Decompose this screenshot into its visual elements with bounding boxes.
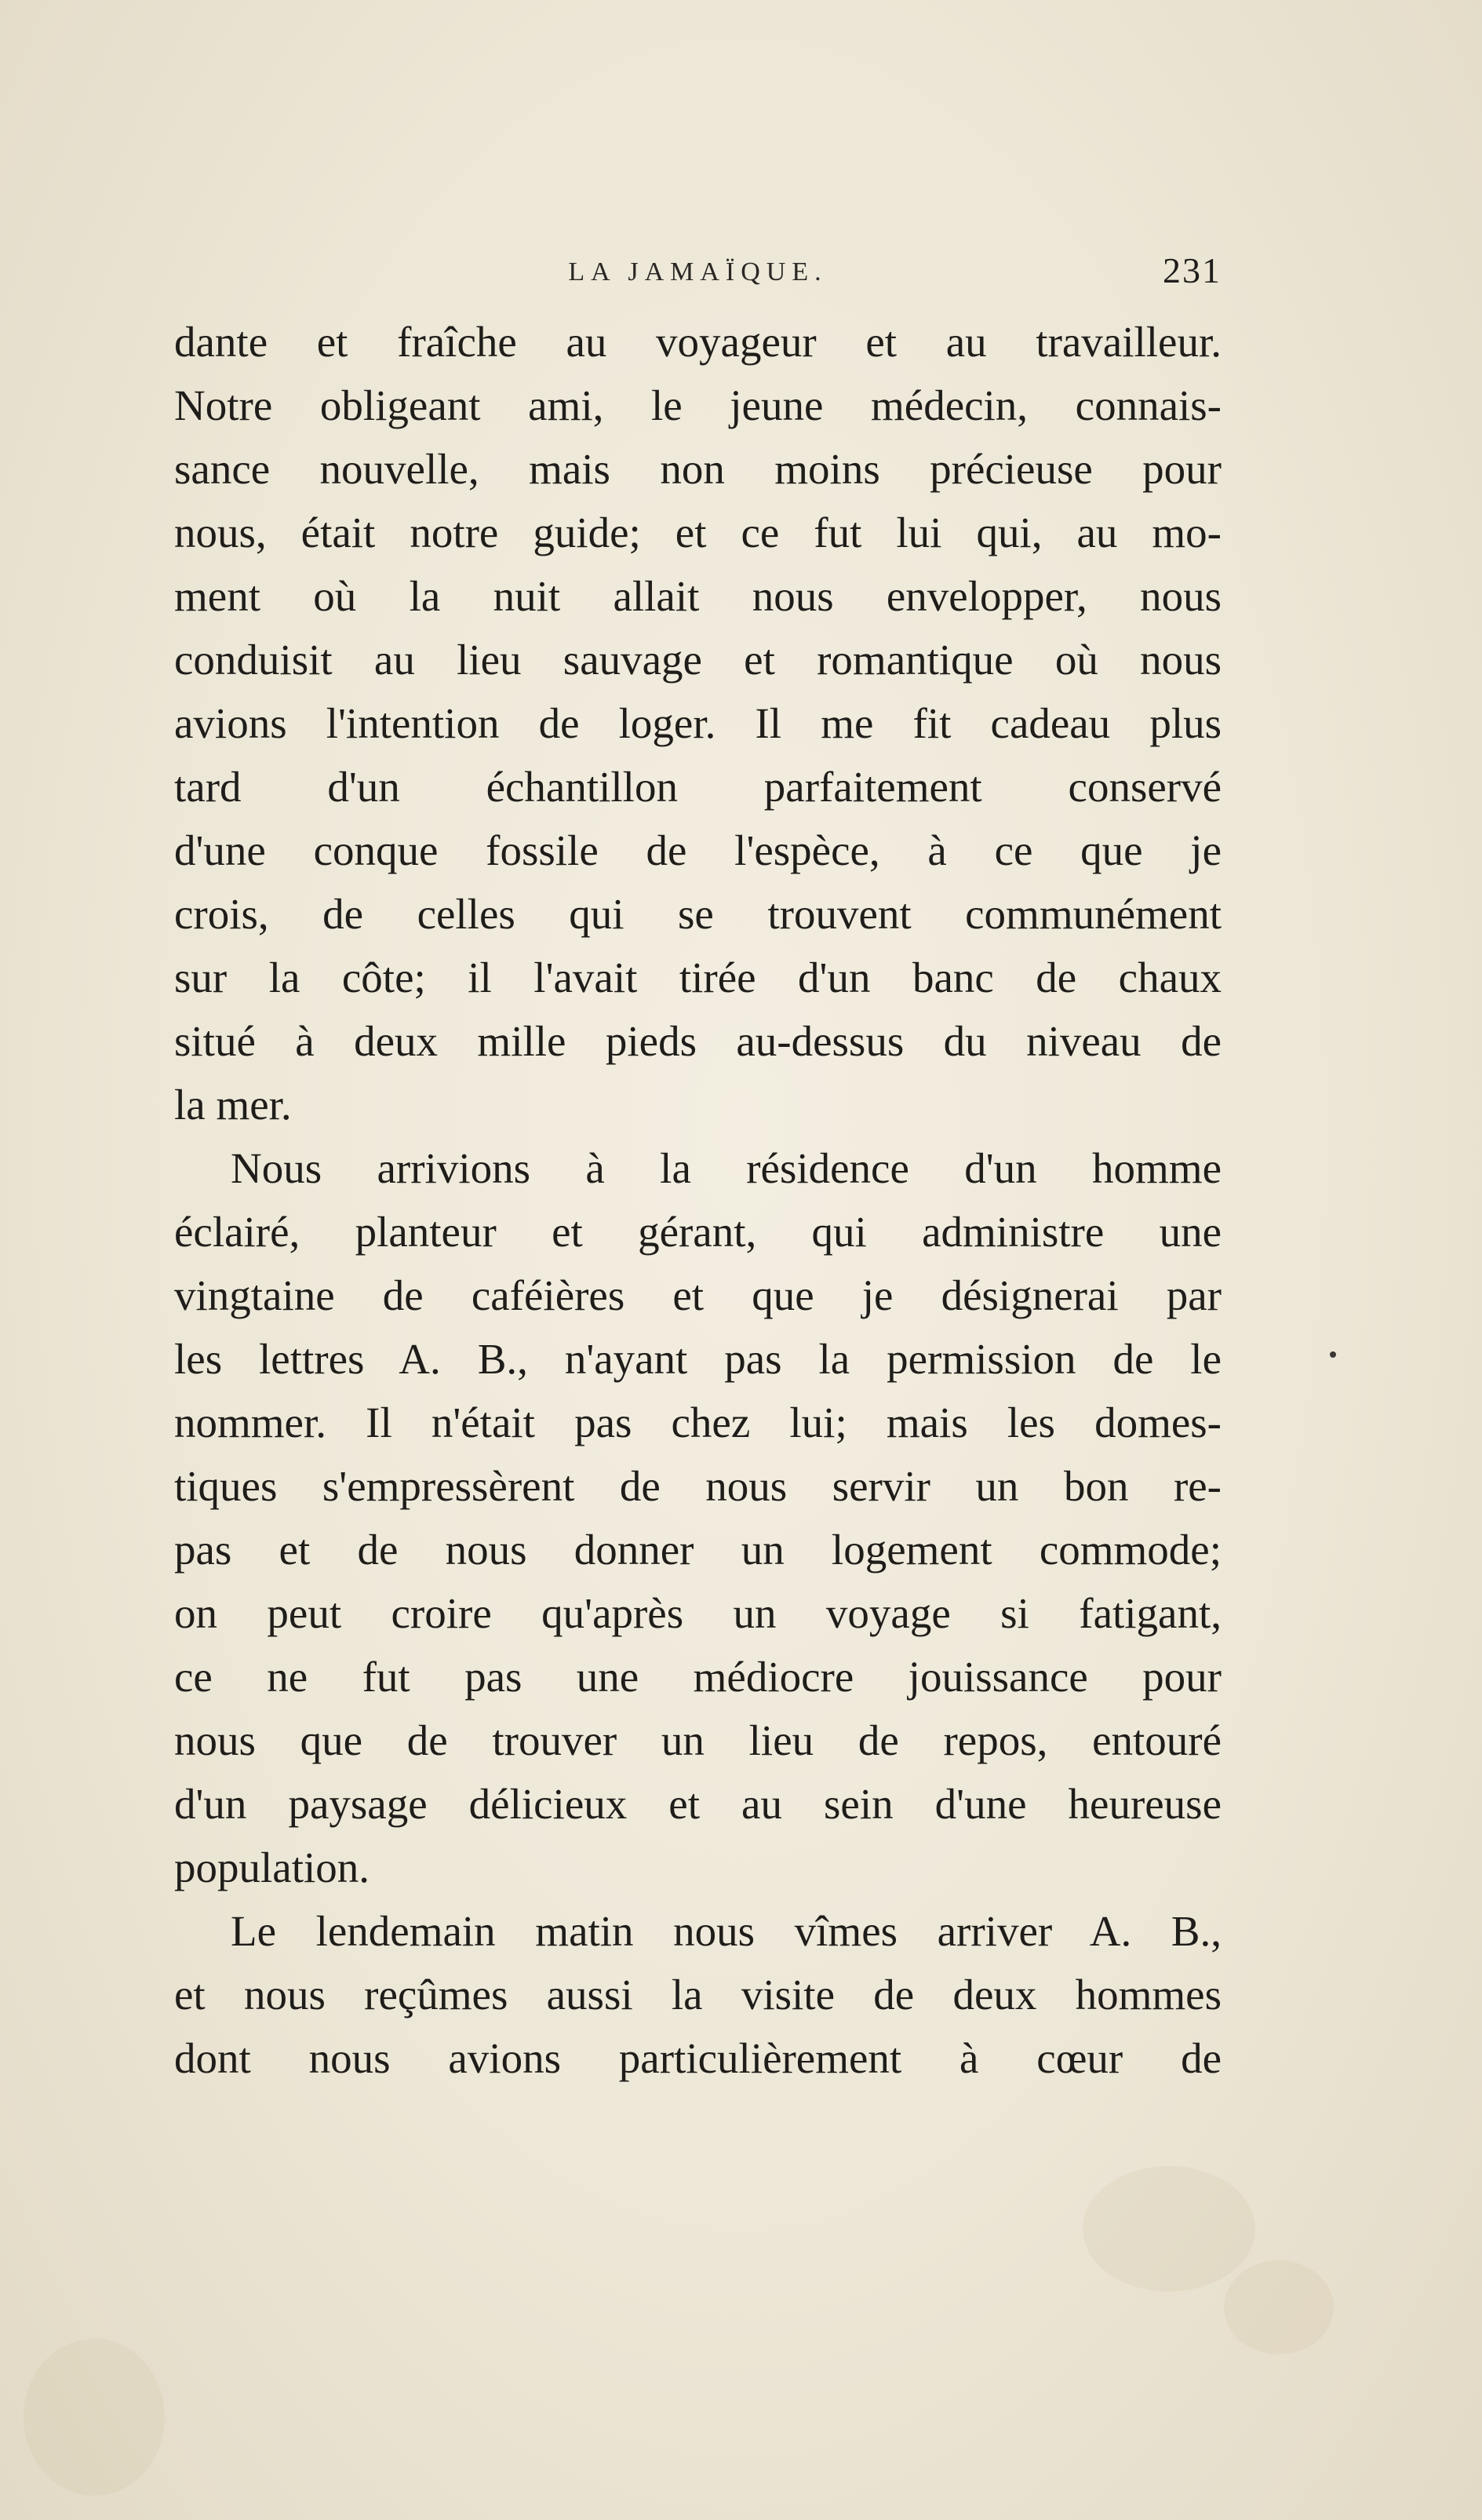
- text-line: et nous reçûmes aussi la visite de deux hommes: [174, 1971, 1222, 2019]
- text-line: vingtaine de caféières et que je désignerai par: [174, 1271, 1222, 1319]
- text-line: nous que de trouver un lieu de repos, entouré: [174, 1716, 1222, 1764]
- ink-speck: [1330, 1351, 1336, 1358]
- text-line: les lettres A. B., n'ayant pas la permission de le: [174, 1335, 1222, 1383]
- text-line: crois, de celles qui se trouvent communément: [174, 890, 1222, 938]
- text-line: nous, était notre guide; et ce fut lui qui, au mo-: [174, 509, 1222, 556]
- text-line: sur la côte; il l'avait tirée d'un banc de chaux: [174, 954, 1222, 1001]
- text-line: on peut croire qu'après un voyage si fatigant,: [174, 1589, 1222, 1637]
- text-line: population.: [174, 1844, 370, 1891]
- text-line: d'un paysage délicieux et au sein d'une heureuse: [174, 1780, 1222, 1828]
- text-line: avions l'intention de loger. Il me fit cadeau plus: [174, 699, 1222, 747]
- body-text: [174, 310, 1222, 2090]
- text-line: Le lendemain matin nous vîmes arriver A. B.,: [231, 1907, 1222, 1955]
- text-line: dante et fraîche au voyageur et au travailleur.: [174, 318, 1222, 366]
- text-line: sance nouvelle, mais non moins précieuse pour: [174, 445, 1222, 493]
- text-line: Notre obligeant ami, le jeune médecin, connais-: [174, 381, 1222, 429]
- running-title: LA JAMAÏQUE.: [568, 257, 828, 286]
- text-line: ment où la nuit allait nous envelopper, nous: [174, 572, 1222, 620]
- paper-stain: [1224, 2260, 1334, 2354]
- text-line: Nous arrivions à la résidence d'un homme: [231, 1144, 1222, 1192]
- page-header: [174, 250, 1222, 297]
- text-line: conduisit au lieu sauvage et romantique où nous: [174, 636, 1222, 684]
- page-number: 231: [1163, 250, 1222, 290]
- text-line: la mer.: [174, 1081, 292, 1129]
- text-line: situé à deux mille pieds au-dessus du niveau de: [174, 1017, 1222, 1065]
- text-line: ce ne fut pas une médiocre jouissance pour: [174, 1653, 1222, 1701]
- text-line: tard d'un échantillon parfaitement conservé: [174, 763, 1222, 811]
- text-line: tiques s'empressèrent de nous servir un bon re-: [174, 1462, 1222, 1510]
- text-line: pas et de nous donner un logement commode;: [174, 1526, 1222, 1574]
- text-line: d'une conque fossile de l'espèce, à ce que je: [174, 826, 1222, 874]
- text-line: éclairé, planteur et gérant, qui administre une: [174, 1208, 1222, 1256]
- text-line: dont nous avions particulièrement à cœur de: [174, 2034, 1222, 2082]
- paper-stain: [1083, 2166, 1255, 2292]
- paper-stain: [24, 2339, 165, 2496]
- text-line: nommer. Il n'était pas chez lui; mais les domes-: [174, 1399, 1222, 1446]
